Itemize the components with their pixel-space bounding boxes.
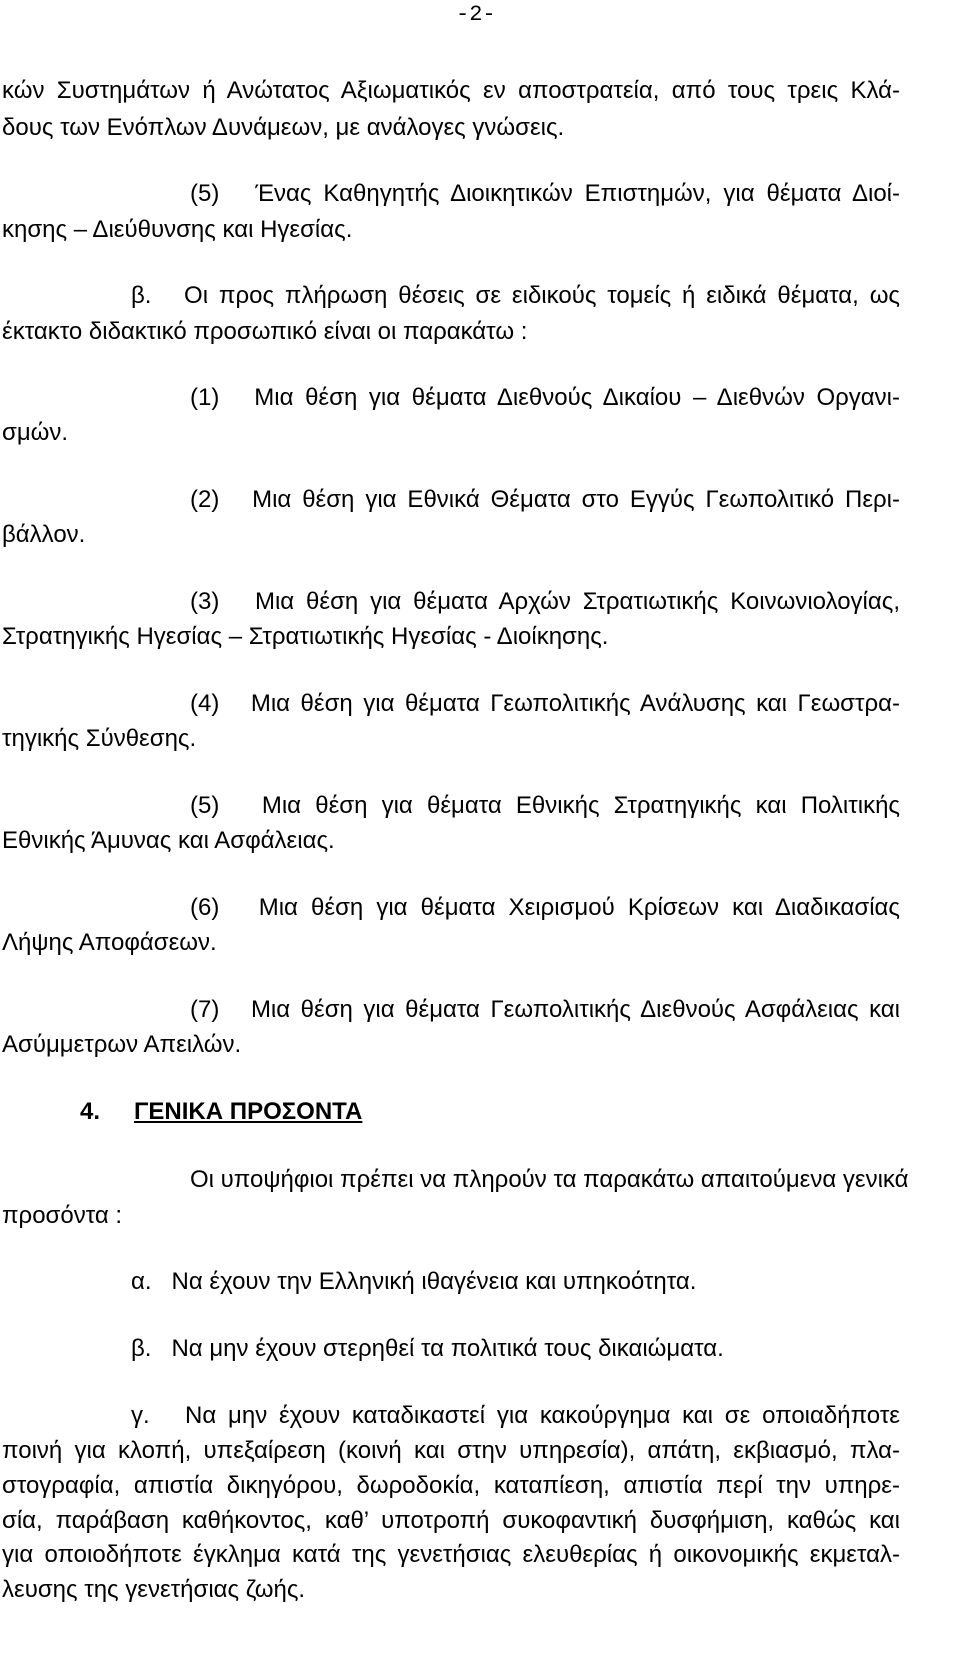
section-heading-title (134, 1098, 362, 1126)
paragraph-line: σία, παράβαση καθήκοντος, καθ’ υποτροπή συκοφαντική δυσφήμιση, καθώς και (2, 1507, 900, 1534)
paragraph-line: β. Οι προς πλήρωση θέσεις σε ειδικούς τομείς ή ειδικά θέματα, ως (131, 282, 900, 309)
paragraph-line: προσόντα : (2, 1202, 123, 1229)
paragraph-line: (4) Μια θέση για θέματα Γεωπολιτικής Ανάλυσης και Γεωστρα- (190, 690, 900, 717)
paragraph-line: λευσης της γενετήσιας ζωής. (2, 1576, 306, 1603)
paragraph-line: Λήψης Αποφάσεων. (2, 929, 217, 956)
paragraph-line: (7) Μια θέση για θέματα Γεωπολιτικής Διεθνούς Ασφάλειας και (190, 996, 900, 1023)
paragraph-line: (5) Ένας Καθηγητής Διοικητικών Επιστημών, για θέματα Διοί- (190, 180, 900, 207)
paragraph-line: Εθνικής Άμυνας και Ασφάλειας. (2, 827, 335, 854)
paragraph-line: κησης – Διεύθυνσης και Ηγεσίας. (2, 216, 353, 243)
paragraph-line: (1) Μια θέση για θέματα Διεθνούς Δικαίου – Διεθνών Οργανι- (190, 384, 900, 411)
section-heading-number: 4. (80, 1098, 101, 1125)
paragraph-line: για οποιοδήποτε έγκλημα κατά της γενετήσιας ελευθερίας ή οικονομικής εκμεταλ- (2, 1541, 900, 1568)
paragraph-line: σμών. (2, 419, 69, 446)
paragraph-line: Οι υποψήφιοι πρέπει να πληρούν τα παρακάτω απαιτούμενα γενικά (190, 1166, 909, 1193)
paragraph-line: στογραφία, απιστία δικηγόρου, δωροδοκία, καταπίεση, απιστία περί την υπηρε- (2, 1472, 900, 1499)
paragraph-line: κών Συστημάτων ή Ανώτατος Αξιωματικός εν αποστρατεία, από τους τρεις Κλά- (2, 77, 900, 104)
paragraph-line: βάλλον. (2, 521, 86, 548)
paragraph-line: Ασύμμετρων Απειλών. (2, 1031, 242, 1058)
paragraph-line: δους των Ενόπλων Δυνάμεων, με ανάλογες γνώσεις. (2, 114, 565, 141)
page-number: -2- (456, 2, 496, 27)
list-item: α. Να έχουν την Ελληνική ιθαγένεια και υπηκοότητα. (131, 1268, 697, 1295)
paragraph-line: (5) Μια θέση για θέματα Εθνικής Στρατηγικής και Πολιτικής (190, 792, 900, 819)
section-heading-title-text: ΓΕΝΙΚΑ ΠΡΟΣΟΝΤΑ (134, 1098, 363, 1125)
paragraph-line: (6) Μια θέση για θέματα Χειρισμού Κρίσεων και Διαδικασίας (190, 894, 900, 921)
list-item: γ. Να μην έχουν καταδικαστεί για κακούργημα και σε οποιαδήποτε (131, 1402, 900, 1429)
paragraph-line: ποινή για κλοπή, υπεξαίρεση (κοινή και στην υπηρεσία), απάτη, εκβιασμό, πλα- (2, 1437, 900, 1464)
paragraph-line: τηγικής Σύνθεσης. (2, 725, 197, 752)
list-item: β. Να μην έχουν στερηθεί τα πολιτικά τους δικαιώματα. (131, 1335, 724, 1362)
paragraph-line: Στρατηγικής Ηγεσίας – Στρατιωτικής Ηγεσίας - Διοίκησης. (2, 623, 609, 650)
paragraph-line: έκτακτο διδακτικό προσωπικό είναι οι παρακάτω : (2, 318, 528, 345)
paragraph-line: (3) Μια θέση για θέματα Αρχών Στρατιωτικής Κοινωνιολογίας, (190, 588, 900, 615)
paragraph-line: (2) Μια θέση για Εθνικά Θέματα στο Εγγύς Γεωπολιτικό Περι- (190, 486, 900, 513)
